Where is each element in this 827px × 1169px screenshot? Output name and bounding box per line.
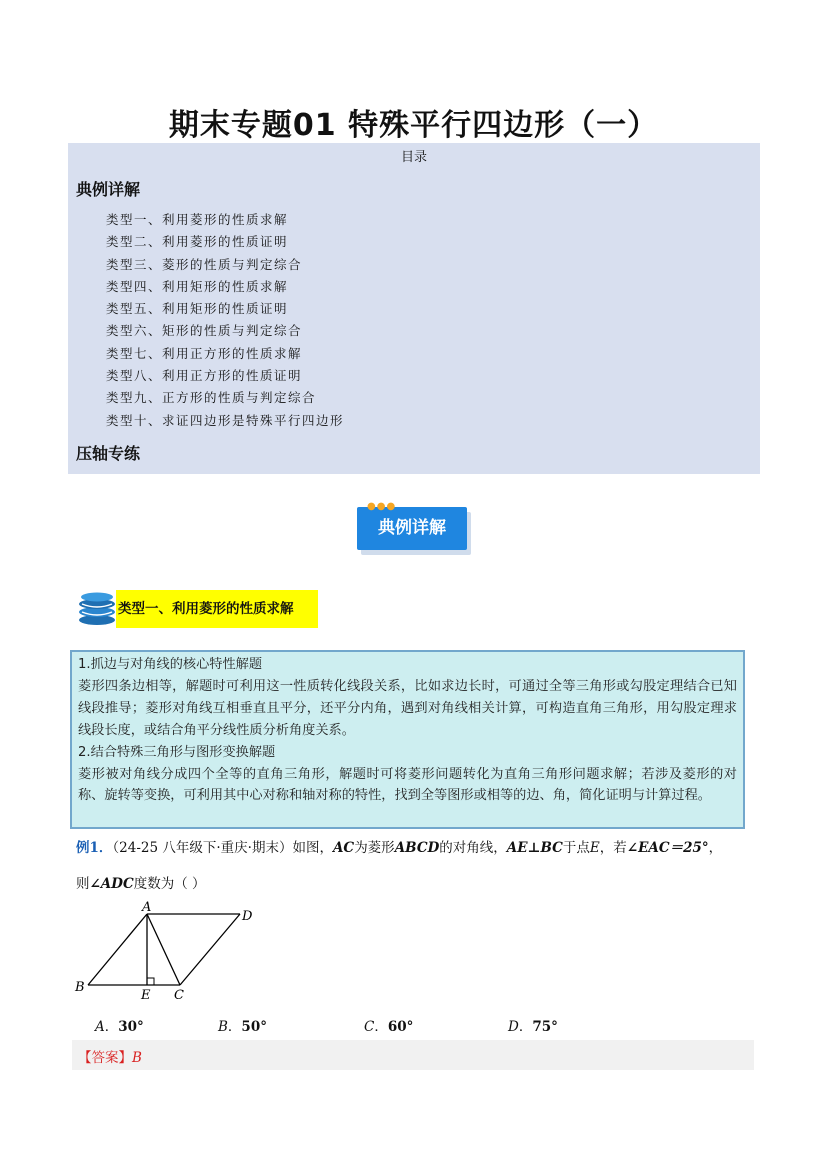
- label-a: A: [142, 900, 152, 915]
- segment-cd: [180, 914, 240, 985]
- option-letter: D: [508, 1019, 519, 1035]
- example-number: 例1．: [76, 840, 113, 856]
- math-abcd: ABCD: [394, 840, 440, 856]
- toc-item[interactable]: 类型十、求证四边形是特殊平行四边形: [106, 412, 345, 428]
- example-source: （24-25 八年级下·重庆·期末）如图，: [112, 840, 333, 856]
- example-text: 的对角线，: [439, 840, 507, 856]
- option-value: 60°: [387, 1019, 414, 1035]
- toc-item[interactable]: 类型三、菱形的性质与判定综合: [106, 256, 303, 272]
- option-value: 30°: [118, 1019, 144, 1035]
- example-text: 为菱形: [354, 840, 395, 856]
- toc-item[interactable]: 类型七、利用正方形的性质求解: [106, 345, 303, 361]
- label-c: C: [174, 988, 184, 1003]
- books-stack-icon: [76, 590, 118, 626]
- toc-item[interactable]: 类型一、利用菱形的性质求解: [106, 212, 289, 227]
- answer-value: B: [132, 1050, 142, 1066]
- example-text: 则: [76, 876, 90, 892]
- toc-item[interactable]: 类型九、正方形的性质与判定综合: [106, 390, 317, 406]
- option-a[interactable]: A．30°: [95, 1019, 144, 1035]
- example-text: ，若: [599, 840, 627, 856]
- answer-bar: [72, 1040, 754, 1070]
- segment-ac: [147, 914, 180, 985]
- right-angle-mark: [147, 978, 154, 985]
- option-b[interactable]: B．50°: [218, 1019, 267, 1035]
- toc-item[interactable]: 类型八、利用正方形的性质证明: [106, 368, 303, 384]
- option-letter: A: [95, 1019, 105, 1035]
- answer-label: 【答案】: [78, 1050, 132, 1066]
- option-c[interactable]: C．60°: [364, 1019, 414, 1035]
- toc-section-final[interactable]: 压轴专练: [76, 444, 141, 463]
- option-d[interactable]: D．75°: [508, 1019, 558, 1035]
- toc-item[interactable]: 类型五、利用矩形的性质证明: [106, 301, 289, 317]
- table-of-contents: [68, 143, 760, 474]
- toc-list: [106, 209, 344, 432]
- answer: [78, 1046, 142, 1066]
- banner-label: 典例详解: [357, 507, 467, 550]
- method-paragraph: 2.结合特殊三角形与图形变换解题: [78, 744, 276, 760]
- math-ac: AC: [332, 840, 355, 856]
- label-b: B: [75, 980, 85, 995]
- label-e: E: [141, 988, 151, 1003]
- toc-section-examples[interactable]: 典例详解: [76, 180, 141, 199]
- toc-item[interactable]: 类型四、利用矩形的性质求解: [106, 278, 289, 294]
- type-heading: 类型一、利用菱形的性质求解: [116, 590, 318, 628]
- example-text: 度数为（ ）: [133, 876, 206, 892]
- banner-dots-icon: ●●●: [367, 501, 397, 512]
- example-text: ，: [708, 840, 723, 856]
- example-question-line1: [76, 836, 722, 856]
- option-letter: C: [364, 1019, 375, 1035]
- example-text: 于点: [562, 840, 590, 856]
- method-tips-box: [70, 650, 745, 829]
- math-point-e: E: [589, 840, 600, 856]
- toc-item[interactable]: 类型二、利用菱形的性质证明: [106, 234, 289, 250]
- method-paragraph: 菱形被对角线分成四个全等的直角三角形，解题时可将菱形问题转化为直角三角形问题求解；若涉及菱形的对称、旋转等变换，可利用其中心对称和轴对称的特性，找到全等图形或相等的边、角，简化证明与计算过程。: [78, 766, 737, 804]
- rhombus-figure: [70, 898, 270, 1003]
- option-value: 75°: [532, 1019, 558, 1035]
- math-perp: AE⊥BC: [506, 840, 563, 856]
- toc-item[interactable]: 类型六、矩形的性质与判定综合: [106, 323, 303, 339]
- math-angle-adc: ∠ADC: [89, 876, 134, 892]
- option-letter: B: [218, 1019, 228, 1035]
- method-paragraph: 1.抓边与对角线的核心特性解题: [78, 657, 263, 672]
- label-d: D: [242, 909, 253, 924]
- option-value: 50°: [241, 1019, 267, 1035]
- method-paragraph: 菱形四条边相等，解题时可利用这一性质转化线段关系，比如求边长时，可通过全等三角形或勾股定理结合已知线段推导；菱形对角线互相垂直且平分，还平分内角，遇到对角线相关计算，可构造直角三角形，用勾股定理求线段长度，或结合角平分线性质分析角度关系。: [78, 678, 737, 738]
- math-angle-eac: ∠EAC＝25°: [626, 840, 709, 856]
- segment-ab: [88, 914, 147, 985]
- section-banner: [357, 501, 471, 555]
- toc-label: 目录: [400, 150, 427, 165]
- example-question-line2: [76, 872, 206, 892]
- page-title: 期末专题01 特殊平行四边形（一）: [168, 108, 659, 143]
